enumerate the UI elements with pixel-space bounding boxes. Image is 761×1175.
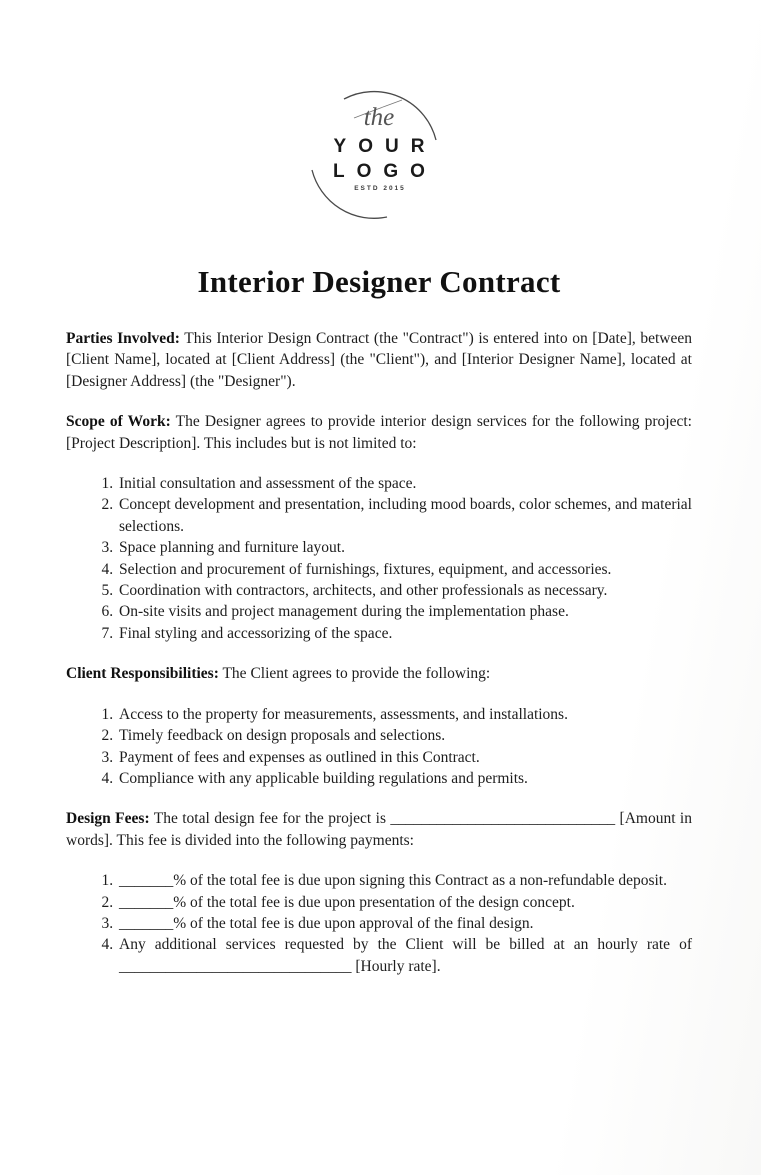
list-item: 6. On-site visits and project management during the implementation phase. [117,601,692,622]
logo-word-logo: LOGO [333,161,437,182]
company-logo [284,85,474,225]
page-content [0,85,761,977]
list-item: 1. Initial consultation and assessment of the space. [117,473,692,494]
page-title: Interior Designer Contract [197,264,561,299]
scope-list [66,473,692,644]
logo-word-your: YOUR [333,136,437,157]
list-item: 2. Timely feedback on design proposals and selections. [117,725,692,746]
parties-label: Parties Involved: [66,330,180,347]
list-item: 3. Space planning and furniture layout. [117,537,692,558]
fees-text: The total design fee for the project is _____________________________ [Amount in words]. This fee is divided into the following payments: [66,810,692,849]
client-list [66,704,692,790]
list-item: 2. Concept development and presentation, including mood boards, color schemes, and material selections. [117,494,692,537]
list-item: 5. Coordination with contractors, architects, and other professionals as necessary. [117,580,692,601]
client-paragraph [66,663,692,684]
list-item: 4. Any additional services requested by the Client will be billed at an hourly rate of ______________________________ [Hourly rate]. [117,934,692,977]
list-item: 4. Selection and procurement of furnishings, fixtures, equipment, and accessories. [117,559,692,580]
list-item: 1. Access to the property for measurements, assessments, and installations. [117,704,692,725]
list-item: 2. _______% of the total fee is due upon presentation of the design concept. [117,892,692,913]
fees-label: Design Fees: [66,810,150,828]
logo-estd-text: ESTD 2015 [354,185,406,192]
list-item: 3. _______% of the total fee is due upon approval of the final design. [117,913,692,934]
parties-paragraph [66,328,692,392]
client-label: Client Responsibilities: [66,665,219,683]
scope-paragraph [66,411,692,454]
logo-script-word: the [363,104,395,131]
contract-page [0,85,761,1175]
scope-label: Scope of Work: [66,413,171,431]
client-text: The Client agrees to provide the following: [222,665,491,683]
scope-text: The Designer agrees to provide interior design services for the following project: [Project Description]. This includes but is not limited to: [66,413,692,452]
fees-paragraph [66,808,692,851]
list-item: 1. _______% of the total fee is due upon signing this Contract as a non-refundable deposit. [117,870,692,891]
fees-list [66,870,692,977]
parties-text: This Interior Design Contract (the "Contract") is entered into on [Date], between [Client Name], located at [Client Address] (the "Client"), and [Interior Designer Name], located at [Designer Address] (the "Designer"). [66,330,692,390]
list-item: 7. Final styling and accessorizing of the space. [117,623,692,644]
list-item: 4. Compliance with any applicable building regulations and permits. [117,768,692,789]
list-item: 3. Payment of fees and expenses as outlined in this Contract. [117,747,692,768]
